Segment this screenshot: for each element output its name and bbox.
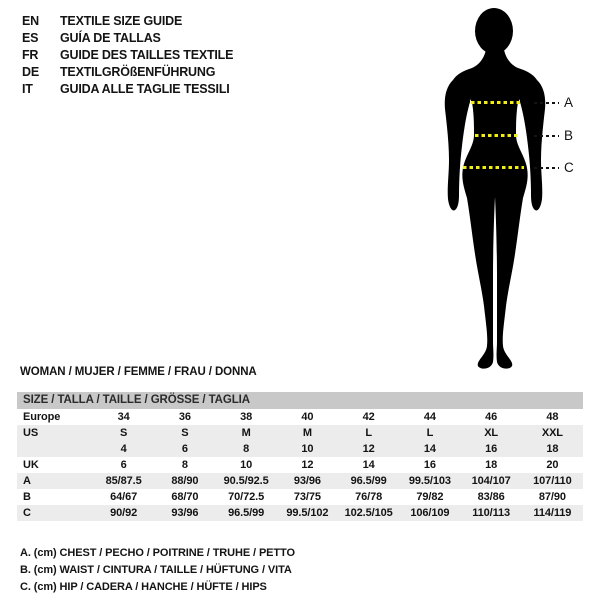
legend-chest: A. (cm) CHEST / PECHO / POITRINE / TRUHE / PETTO — [20, 547, 295, 559]
size-cell: 88/90 — [171, 475, 199, 487]
size-cell: 34 — [117, 411, 130, 423]
hip-line-yellow — [463, 166, 524, 169]
size-cell: 6 — [181, 443, 188, 455]
lang-code: ES — [22, 31, 39, 45]
table-row-us — [17, 425, 583, 441]
table-row-europe — [17, 409, 583, 425]
measurement-figure — [432, 4, 597, 374]
size-cell: 64/67 — [110, 491, 138, 503]
size-cell: 44 — [423, 411, 436, 423]
size-cell: 42 — [362, 411, 375, 423]
size-cell: 79/82 — [416, 491, 444, 503]
size-cell: 85/87.5 — [105, 475, 142, 487]
lang-code: IT — [22, 82, 33, 96]
size-cell: 90/92 — [110, 507, 138, 519]
size-cell: L — [365, 427, 372, 439]
size-cell: 96.5/99 — [350, 475, 387, 487]
chest-label: A — [564, 95, 574, 110]
size-cell: 73/75 — [293, 491, 321, 503]
size-cell: 87/90 — [538, 491, 566, 503]
row-label: A — [23, 475, 31, 487]
chest-line-leader — [534, 102, 559, 104]
size-cell: 83/86 — [477, 491, 505, 503]
language-title-block — [22, 13, 233, 98]
table-header: SIZE / TALLA / TAILLE / GRÖSSE / TAGLIA — [17, 392, 583, 409]
lang-row-en — [22, 13, 233, 30]
size-cell: 114/119 — [533, 507, 572, 519]
size-cell: 14 — [362, 459, 375, 471]
size-cell: M — [241, 427, 251, 439]
lang-label: GUÍA DE TALLAS — [60, 31, 161, 45]
size-cell: 14 — [423, 443, 436, 455]
row-label: UK — [23, 459, 39, 471]
size-cell: 102.5/105 — [344, 507, 393, 519]
size-cell: 93/96 — [293, 475, 321, 487]
lang-row-de — [22, 64, 233, 81]
lang-code: FR — [22, 48, 39, 62]
lang-label: GUIDA ALLE TAGLIE TESSILI — [60, 82, 230, 96]
size-cell: 93/96 — [171, 507, 199, 519]
size-cell: S — [120, 427, 128, 439]
size-cell: 36 — [178, 411, 191, 423]
lang-row-fr — [22, 47, 233, 64]
size-cell: 107/110 — [533, 475, 572, 487]
size-cell: 12 — [362, 443, 375, 455]
table-row-us-numeric — [17, 441, 583, 457]
lang-row-es — [22, 30, 233, 47]
size-cell: 10 — [301, 443, 314, 455]
size-table — [17, 392, 583, 521]
lang-code: DE — [22, 65, 39, 79]
size-cell: 16 — [485, 443, 498, 455]
size-cell: 20 — [546, 459, 559, 471]
size-cell: 8 — [243, 443, 250, 455]
size-cell: M — [302, 427, 312, 439]
woman-silhouette — [432, 4, 560, 374]
lang-row-it — [22, 81, 233, 98]
size-cell: 48 — [546, 411, 559, 423]
size-cell: 8 — [181, 459, 188, 471]
chest-line-yellow — [471, 101, 522, 104]
size-cell: 38 — [240, 411, 253, 423]
size-cell: 6 — [120, 459, 127, 471]
size-cell: 10 — [240, 459, 253, 471]
size-cell: S — [181, 427, 189, 439]
size-cell: L — [426, 427, 434, 439]
size-cell: 16 — [423, 459, 436, 471]
size-cell: 96.5/99 — [228, 507, 265, 519]
measurement-legend — [20, 545, 295, 596]
lang-code: EN — [22, 14, 39, 28]
lang-label: TEXTILE SIZE GUIDE — [60, 14, 183, 28]
size-cell: 40 — [301, 411, 314, 423]
row-label — [17, 441, 93, 457]
row-label: US — [23, 427, 39, 439]
section-title-woman: WOMAN / MUJER / FEMME / FRAU / DONNA — [20, 366, 257, 378]
size-cell: 18 — [546, 443, 559, 455]
hip-line-leader — [534, 167, 559, 169]
waist-line-yellow — [475, 134, 519, 137]
hip-label: C — [564, 160, 574, 175]
lang-label: GUIDE DES TAILLES TEXTILE — [60, 48, 234, 62]
waist-label: B — [564, 128, 574, 143]
size-cell: 99.5/103 — [408, 475, 451, 487]
size-cell: 99.5/102 — [286, 507, 329, 519]
size-cell: 18 — [485, 459, 498, 471]
size-cell: 106/109 — [410, 507, 450, 519]
size-cell: 76/78 — [355, 491, 383, 503]
size-cell: 90.5/92.5 — [223, 475, 269, 487]
row-label: B — [23, 491, 31, 503]
size-cell: XXL — [541, 427, 563, 439]
row-label: Europe — [23, 411, 61, 423]
size-cell: 104/107 — [471, 475, 511, 487]
row-label: C — [23, 507, 31, 519]
size-cell: 68/70 — [171, 491, 199, 503]
size-cell: 110/113 — [472, 507, 511, 519]
table-row-hip-c — [17, 505, 583, 521]
size-cell: 4 — [120, 443, 127, 455]
size-cell: 46 — [485, 411, 498, 423]
table-row-chest-a — [17, 473, 583, 489]
waist-line-leader — [534, 135, 559, 137]
lang-label: TEXTILGRÖßENFÜHRUNG — [60, 65, 216, 79]
legend-waist: B. (cm) WAIST / CINTURA / TAILLE / HÜFTUNG / VITA — [20, 564, 292, 576]
size-cell: 12 — [301, 459, 314, 471]
table-row-waist-b — [17, 489, 583, 505]
size-cell: XL — [484, 427, 499, 439]
legend-hip: C. (cm) HIP / CADERA / HANCHE / HÜFTE / HIPS — [20, 581, 267, 593]
table-row-uk — [17, 457, 583, 473]
size-cell: 70/72.5 — [228, 491, 265, 503]
